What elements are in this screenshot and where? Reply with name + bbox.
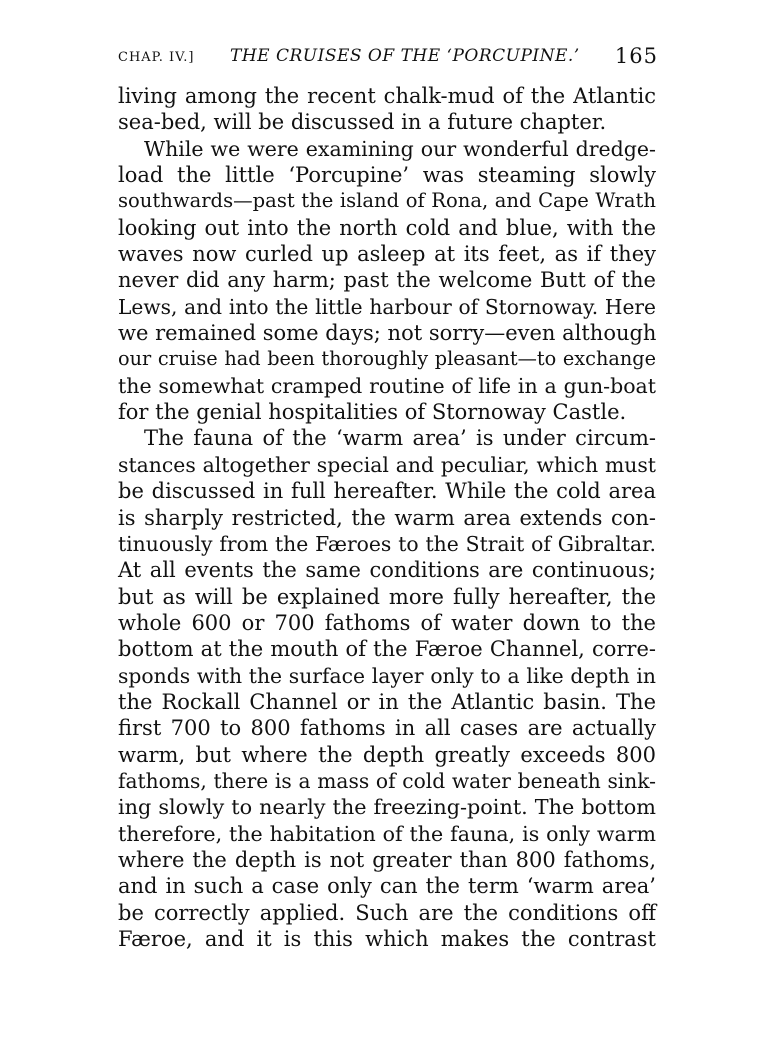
page-number: 165 bbox=[614, 44, 658, 68]
text-line: warm, but where the depth greatly exceeds 800 bbox=[118, 742, 656, 767]
text-line: stances altogether special and peculiar, which must bbox=[118, 452, 656, 477]
text-line: waves now curled up asleep at its feet, as if they bbox=[118, 242, 656, 267]
text-line: be correctly applied. Such are the conditions off bbox=[118, 900, 656, 925]
text-line: sea-bed, will be discussed in a future chapter. bbox=[118, 110, 607, 135]
running-title: THE CRUISES OF THE ‘PORCUPINE.’ bbox=[230, 46, 580, 66]
text-line: living among the recent chalk-mud of the Atlantic bbox=[118, 84, 656, 108]
text-line: ing slowly to nearly the freezing-point. The bottom bbox=[118, 795, 656, 820]
text-line: and in such a case only can the term ‘warm area’ bbox=[118, 874, 656, 899]
text-line: Lews, and into the little harbour of Stornoway. Here bbox=[118, 294, 656, 319]
text-line: is sharply restricted, the warm area extends con- bbox=[118, 505, 656, 530]
text-line: Færoe, and it is this which makes the contrast bbox=[118, 927, 656, 951]
text-line: While we were examining our wonderful dredge- bbox=[144, 136, 656, 161]
text-line: therefore, the habitation of the fauna, is only warm bbox=[118, 821, 656, 846]
text-line: fathoms, there is a mass of cold water beneath sink- bbox=[118, 768, 656, 793]
text-line: never did any harm; past the welcome Butt of the bbox=[118, 268, 656, 293]
text-line: we remained some days; not sorry—even although bbox=[118, 321, 657, 346]
text-line: be discussed in full hereafter. While the cold area bbox=[118, 479, 656, 504]
text-line: but as will be explained more fully hereafter, the bbox=[118, 584, 656, 609]
text-line: southwards—past the island of Rona, and Cape Wrath bbox=[118, 189, 656, 213]
text-line: where the depth is not greater than 800 fathoms, bbox=[118, 847, 656, 872]
body-text bbox=[118, 83, 656, 952]
text-line: tinuously from the Færoes to the Strait of Gibraltar. bbox=[118, 531, 656, 556]
chapter-marker: CHAP. IV.] bbox=[118, 50, 195, 65]
text-line: our cruise had been thoroughly pleasant—to exchange bbox=[118, 347, 656, 371]
text-line: sponds with the surface layer only to a like depth in bbox=[118, 663, 656, 688]
text-line: looking out into the north cold and blue, with the bbox=[118, 215, 656, 240]
text-line: the Rockall Channel or in the Atlantic basin. The bbox=[118, 689, 656, 714]
text-line: load the little ‘Porcupine’ was steaming slowly bbox=[118, 163, 656, 188]
text-line: At all events the same conditions are continuous; bbox=[118, 558, 656, 583]
text-line: bottom at the mouth of the Færoe Channel, corre- bbox=[118, 637, 656, 662]
text-line: whole 600 or 700 fathoms of water down to the bbox=[118, 610, 656, 635]
text-line: The fauna of the ‘warm area’ is under circum- bbox=[144, 426, 656, 451]
text-line: for the genial hospitalities of Stornoway Castle. bbox=[118, 400, 627, 425]
text-line: first 700 to 800 fathoms in all cases are actually bbox=[118, 716, 656, 741]
running-head bbox=[118, 40, 658, 70]
text-line: the somewhat cramped routine of life in a gun-boat bbox=[118, 373, 656, 398]
